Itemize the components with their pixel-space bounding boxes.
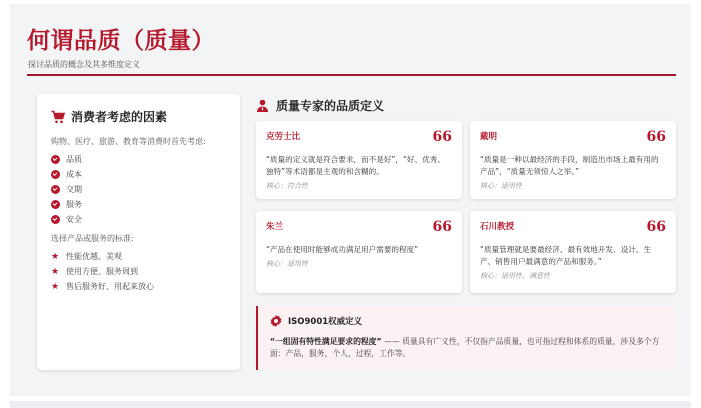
star-icon: ★ xyxy=(51,266,60,277)
list-item: 品质 xyxy=(51,152,226,167)
expert-card-ishikawa xyxy=(470,211,676,293)
iso-title: ISO9001权威定义 xyxy=(288,317,363,327)
list-item: 交期 xyxy=(51,182,226,197)
iso-header xyxy=(270,315,664,327)
expert-quote: “产品在使用时能够成功满足用户需要的程度” xyxy=(266,245,419,254)
list-item: 安全 xyxy=(51,212,226,227)
consumer-factors-card xyxy=(37,94,240,370)
expert-quote: “质量的定义就是符合要求，而不是好”，“好、优秀、独特”等术语都是主观的和含糊的。 xyxy=(266,155,445,176)
quote-icon: 66 xyxy=(646,129,666,145)
expert-card-deming xyxy=(470,121,676,199)
list-item: ★ 使用方便、服务周到 xyxy=(51,266,138,277)
expert-name: 克劳士比 xyxy=(266,132,301,142)
list-item: ★ 性能优越、美观 xyxy=(51,251,122,262)
iso-definition-box xyxy=(256,306,676,370)
page-subtitle: 探讨品质的概念及其多维度定义 xyxy=(28,60,140,69)
iso-definition-body: —— 质量具有广义性，不仅指产品质量，也可指过程和体系的质量，涉及多个方面：产品，服务，个人，过程，工作等。 xyxy=(270,337,660,358)
expert-core: 核心：符合性 xyxy=(266,182,308,190)
criteria-list xyxy=(51,249,226,294)
consumer-factors-title: 消费者考虑的因素 xyxy=(71,110,168,124)
check-circle-icon xyxy=(51,170,60,179)
shopping-cart-icon xyxy=(51,110,65,124)
user-tie-icon xyxy=(256,99,270,113)
check-circle-icon xyxy=(51,155,60,164)
certificate-seal-icon xyxy=(270,315,282,327)
list-item: ★ 售后服务好、用起来放心 xyxy=(51,281,154,292)
criteria-title: 选择产品或服务的标准: xyxy=(51,234,134,243)
consumer-factors-header xyxy=(51,108,226,125)
expert-quote: “质量管理就是要最经济、最有效地开发、设计、生产、销售用户最满意的产品和服务。” xyxy=(480,245,651,266)
factor-list xyxy=(51,152,226,227)
expert-name: 戴明 xyxy=(480,132,498,142)
check-circle-icon xyxy=(51,215,60,224)
check-circle-icon xyxy=(51,200,60,209)
quote-icon: 66 xyxy=(432,129,452,145)
iso-definition-bold: “一组固有特性满足要求的程度” xyxy=(270,337,382,346)
check-circle-icon xyxy=(51,185,60,194)
iso-text xyxy=(270,336,664,360)
expert-card-juran xyxy=(256,211,462,293)
title-divider xyxy=(27,74,676,76)
list-item: 服务 xyxy=(51,197,226,212)
quote-icon: 66 xyxy=(646,219,666,235)
expert-core: 核心：适用性 xyxy=(266,260,308,268)
expert-card-crosby xyxy=(256,121,462,199)
experts-title: 质量专家的品质定义 xyxy=(276,99,385,113)
page-title: 何谓品质（质量） xyxy=(27,28,215,54)
star-icon: ★ xyxy=(51,281,60,292)
expert-name: 石川教授 xyxy=(480,222,515,232)
star-icon: ★ xyxy=(51,251,60,262)
expert-core: 核心：适用性 xyxy=(480,182,522,190)
experts-header xyxy=(256,97,384,114)
expert-core: 核心：适用性、满意性 xyxy=(480,272,550,280)
expert-quote: “质量是一种以最经济的手段，制造出市场上最有用的产品”，“质量无须惊人之举。” xyxy=(480,155,659,176)
next-slide-strip xyxy=(10,401,691,408)
list-item: 成本 xyxy=(51,167,226,182)
consumer-intro: 购物、医疗、旅游、教育等消费时首先考虑: xyxy=(51,137,206,146)
quote-icon: 66 xyxy=(432,219,452,235)
expert-name: 朱兰 xyxy=(266,222,284,232)
